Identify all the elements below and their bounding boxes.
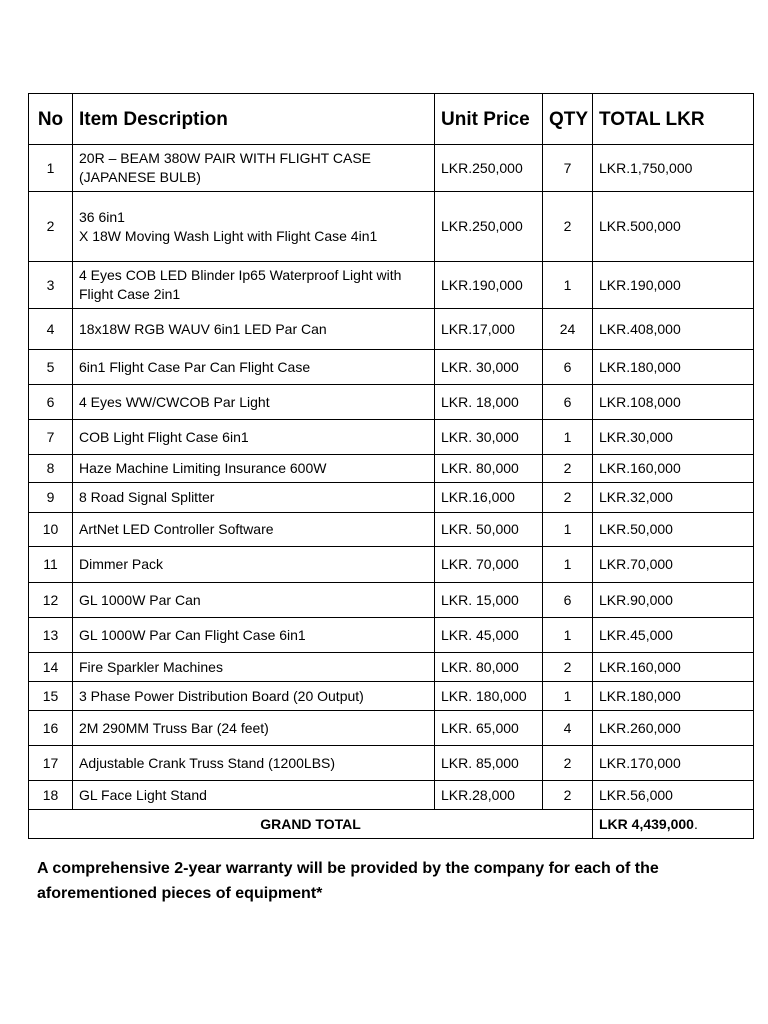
table-row <box>29 711 754 746</box>
table-row <box>29 653 754 682</box>
quantity: 6 <box>543 583 593 618</box>
table-row <box>29 483 754 513</box>
row-total: LKR.1,750,000 <box>593 145 754 192</box>
unit-price: LKR.16,000 <box>435 483 543 513</box>
table-row <box>29 309 754 350</box>
table-row <box>29 385 754 420</box>
table-row <box>29 350 754 385</box>
table-row <box>29 781 754 810</box>
row-total: LKR.56,000 <box>593 781 754 810</box>
quantity: 1 <box>543 682 593 711</box>
table-row <box>29 682 754 711</box>
grand-total-row <box>29 810 754 839</box>
quantity: 1 <box>543 513 593 547</box>
quantity: 2 <box>543 483 593 513</box>
quantity: 2 <box>543 653 593 682</box>
quantity: 2 <box>543 455 593 483</box>
unit-price: LKR. 50,000 <box>435 513 543 547</box>
unit-price: LKR. 80,000 <box>435 653 543 682</box>
table-row <box>29 618 754 653</box>
unit-price: LKR. 18,000 <box>435 385 543 420</box>
row-number: 9 <box>29 483 73 513</box>
row-total: LKR.180,000 <box>593 682 754 711</box>
grand-total-value <box>593 810 754 839</box>
quantity: 7 <box>543 145 593 192</box>
grand-total-label: GRAND TOTAL <box>29 810 593 839</box>
grand-total-suffix: . <box>693 815 698 832</box>
row-total: LKR.190,000 <box>593 262 754 309</box>
row-total: LKR.108,000 <box>593 385 754 420</box>
unit-price: LKR. 30,000 <box>435 420 543 455</box>
header-total-lkr: TOTAL LKR <box>593 94 754 145</box>
unit-price: LKR.28,000 <box>435 781 543 810</box>
row-number: 1 <box>29 145 73 192</box>
item-description <box>73 192 435 262</box>
item-description: 18x18W RGB WAUV 6in1 LED Par Can <box>73 309 435 350</box>
row-number: 3 <box>29 262 73 309</box>
quantity: 1 <box>543 262 593 309</box>
item-description: 6in1 Flight Case Par Can Flight Case <box>73 350 435 385</box>
quantity: 24 <box>543 309 593 350</box>
table-row <box>29 192 754 262</box>
row-number: 11 <box>29 547 73 583</box>
unit-price: LKR.250,000 <box>435 145 543 192</box>
header-unit-price: Unit Price <box>435 94 543 145</box>
unit-price: LKR. 65,000 <box>435 711 543 746</box>
row-total: LKR.160,000 <box>593 653 754 682</box>
row-total: LKR.90,000 <box>593 583 754 618</box>
item-description: GL 1000W Par Can <box>73 583 435 618</box>
header-item-description: Item Description <box>73 94 435 145</box>
header-qty: QTY <box>543 94 593 145</box>
row-total: LKR.45,000 <box>593 618 754 653</box>
row-number: 2 <box>29 192 73 262</box>
table-row <box>29 455 754 483</box>
item-description: 2M 290MM Truss Bar (24 feet) <box>73 711 435 746</box>
row-number: 5 <box>29 350 73 385</box>
row-number: 10 <box>29 513 73 547</box>
unit-price: LKR. 80,000 <box>435 455 543 483</box>
item-description: 8 Road Signal Splitter <box>73 483 435 513</box>
quantity: 6 <box>543 350 593 385</box>
item-description: GL Face Light Stand <box>73 781 435 810</box>
table-row <box>29 145 754 192</box>
table-row <box>29 746 754 781</box>
table-row <box>29 262 754 309</box>
grand-total-amount: LKR 4,439,000 <box>599 815 694 832</box>
row-number: 13 <box>29 618 73 653</box>
row-number: 15 <box>29 682 73 711</box>
row-total: LKR.30,000 <box>593 420 754 455</box>
quantity: 2 <box>543 746 593 781</box>
table-body <box>29 145 754 839</box>
unit-price: LKR. 70,000 <box>435 547 543 583</box>
quantity: 2 <box>543 192 593 262</box>
table-row <box>29 513 754 547</box>
quantity: 1 <box>543 547 593 583</box>
item-description: GL 1000W Par Can Flight Case 6in1 <box>73 618 435 653</box>
row-number: 16 <box>29 711 73 746</box>
row-total: LKR.408,000 <box>593 309 754 350</box>
row-total: LKR.50,000 <box>593 513 754 547</box>
row-total: LKR.260,000 <box>593 711 754 746</box>
item-description: Dimmer Pack <box>73 547 435 583</box>
table-row <box>29 547 754 583</box>
unit-price: LKR.17,000 <box>435 309 543 350</box>
quotation-table <box>28 93 754 839</box>
quantity: 6 <box>543 385 593 420</box>
row-number: 18 <box>29 781 73 810</box>
item-description: Adjustable Crank Truss Stand (1200LBS) <box>73 746 435 781</box>
item-description: ArtNet LED Controller Software <box>73 513 435 547</box>
row-number: 6 <box>29 385 73 420</box>
unit-price: LKR.190,000 <box>435 262 543 309</box>
table-row <box>29 583 754 618</box>
item-description: 3 Phase Power Distribution Board (20 Output) <box>73 682 435 711</box>
quantity: 1 <box>543 618 593 653</box>
row-number: 14 <box>29 653 73 682</box>
item-description: 20R – BEAM 380W PAIR WITH FLIGHT CASE (JAPANESE BULB) <box>73 145 435 192</box>
row-total: LKR.180,000 <box>593 350 754 385</box>
item-description: Haze Machine Limiting Insurance 600W <box>73 455 435 483</box>
unit-price: LKR.250,000 <box>435 192 543 262</box>
warranty-note: A comprehensive 2-year warranty will be provided by the company for each of the aforementioned pieces of equipment* <box>37 860 659 902</box>
unit-price: LKR. 85,000 <box>435 746 543 781</box>
row-number: 4 <box>29 309 73 350</box>
header-no: No <box>29 94 73 145</box>
item-description: 4 Eyes COB LED Blinder Ip65 Waterproof Light with Flight Case 2in1 <box>73 262 435 309</box>
unit-price: LKR. 15,000 <box>435 583 543 618</box>
item-description: Fire Sparkler Machines <box>73 653 435 682</box>
row-total: LKR.500,000 <box>593 192 754 262</box>
item-description: COB Light Flight Case 6in1 <box>73 420 435 455</box>
row-number: 17 <box>29 746 73 781</box>
unit-price: LKR. 45,000 <box>435 618 543 653</box>
row-total: LKR.32,000 <box>593 483 754 513</box>
table-row <box>29 420 754 455</box>
row-total: LKR.70,000 <box>593 547 754 583</box>
item-description-line: 36 6in1 <box>79 208 125 225</box>
quantity: 2 <box>543 781 593 810</box>
table-header-row <box>29 94 754 145</box>
quantity: 4 <box>543 711 593 746</box>
row-total: LKR.160,000 <box>593 455 754 483</box>
row-number: 12 <box>29 583 73 618</box>
row-number: 8 <box>29 455 73 483</box>
unit-price: LKR. 180,000 <box>435 682 543 711</box>
row-total: LKR.170,000 <box>593 746 754 781</box>
row-number: 7 <box>29 420 73 455</box>
quantity: 1 <box>543 420 593 455</box>
item-description-line: X 18W Moving Wash Light with Flight Case 4in1 <box>79 227 378 244</box>
unit-price: LKR. 30,000 <box>435 350 543 385</box>
item-description: 4 Eyes WW/CWCOB Par Light <box>73 385 435 420</box>
